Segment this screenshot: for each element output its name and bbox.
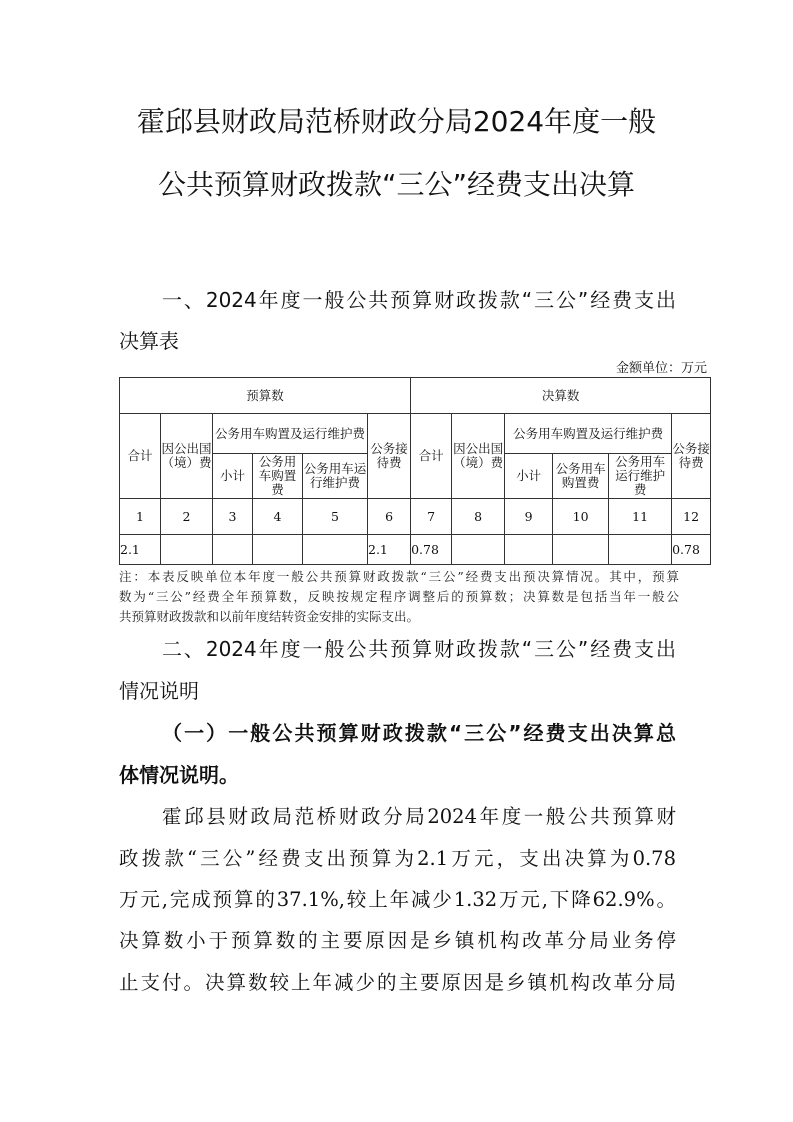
header-car-buy: 公务用车购置费 <box>253 454 303 499</box>
value-cell <box>253 535 303 565</box>
header-reception: 公务接待费 <box>368 414 411 499</box>
table-note-line: 注：本表反映单位本年度一般公共预算财政拨款“三公”经费支出预决算情况。其中，预算 <box>119 569 679 584</box>
section1-heading <box>162 284 676 313</box>
header-total: 合计 <box>120 414 161 499</box>
header-abroad: 因公出国（境）费 <box>452 414 505 499</box>
col-number: 1 <box>120 499 161 535</box>
col-number: 3 <box>213 499 253 535</box>
header-abroad: 因公出国（境）费 <box>161 414 213 499</box>
paragraph-line: 政拨款“三公”经费支出预算为2.1万元，支出决算为0.78 <box>119 847 676 870</box>
value-cell <box>161 535 213 565</box>
header-car-run: 公务用车运行维护费 <box>303 454 368 499</box>
value-cell <box>303 535 368 565</box>
col-number: 7 <box>411 499 452 535</box>
table-row-numbers <box>120 499 711 535</box>
three-public-expense-table <box>119 377 711 565</box>
value-cell <box>213 535 253 565</box>
table-row-values <box>120 535 711 565</box>
value-cell: 2.1 <box>120 535 161 565</box>
col-number: 9 <box>505 499 553 535</box>
table-note-line: 共预算财政拨款和以前年度结转资金安排的实际支出。 <box>119 609 420 624</box>
col-number: 8 <box>452 499 505 535</box>
table-note-line: 数为“三公”经费全年预算数，反映按规定程序调整后的预算数；决算数是包括当年一般公 <box>119 589 679 604</box>
col-number: 12 <box>672 499 711 535</box>
col-number: 11 <box>609 499 672 535</box>
col-number: 6 <box>368 499 411 535</box>
value-cell: 0.78 <box>672 535 711 565</box>
value-cell <box>609 535 672 565</box>
header-reception: 公务接待费 <box>672 414 711 499</box>
col-number: 5 <box>303 499 368 535</box>
header-car: 公务用车购置及运行维护费 <box>505 414 672 454</box>
section1-heading-line2: 决算表 <box>119 329 179 353</box>
page-title-line1: 霍邱县财政局范桥财政分局2024年度一般 <box>136 105 657 138</box>
col-number: 10 <box>553 499 609 535</box>
value-cell: 0.78 <box>411 535 452 565</box>
unit-label: 金额单位：万元 <box>615 361 707 376</box>
paragraph-line: 决算数小于预算数的主要原因是乡镇机构改革分局业务停 <box>119 929 676 952</box>
value-cell <box>553 535 609 565</box>
subsection1-heading-line2: 体情况说明。 <box>119 763 239 787</box>
value-cell <box>505 535 553 565</box>
header-final: 决算数 <box>411 378 711 414</box>
subsection1-heading-line1: （一）一般公共预算财政拨款“三公”经费支出决算总 <box>162 721 676 745</box>
col-number: 4 <box>253 499 303 535</box>
value-cell: 2.1 <box>368 535 411 565</box>
header-subtotal: 小计 <box>213 454 253 499</box>
section1-heading-line1: 一、2024年度一般公共预算财政拨款“三公”经费支出 <box>162 288 676 312</box>
paragraph-line: 霍邱县财政局范桥财政分局2024年度一般公共预算财 <box>162 805 676 828</box>
col-number: 2 <box>161 499 213 535</box>
value-cell <box>452 535 505 565</box>
section2-heading-line2: 情况说明 <box>119 679 199 703</box>
paragraph-line: 万元,完成预算的37.1%,较上年减少1.32万元,下降62.9%。 <box>119 888 676 911</box>
header-car-run: 公务用车运行维护费 <box>609 454 672 499</box>
paragraph-line: 止支付。决算数较上年减少的主要原因是乡镇机构改革分局 <box>119 971 676 994</box>
table-note <box>119 567 710 627</box>
header-total: 合计 <box>411 414 452 499</box>
page-title-line2: 公共预算财政拨款“三公”经费支出决算 <box>157 168 635 201</box>
table-block <box>119 377 710 627</box>
header-budget: 预算数 <box>120 378 411 414</box>
header-subtotal: 小计 <box>505 454 553 499</box>
header-car: 公务用车购置及运行维护费 <box>213 414 368 454</box>
header-car-buy: 公务用车购置费 <box>553 454 609 499</box>
section2-heading-line1: 二、2024年度一般公共预算财政拨款“三公”经费支出 <box>162 637 676 661</box>
